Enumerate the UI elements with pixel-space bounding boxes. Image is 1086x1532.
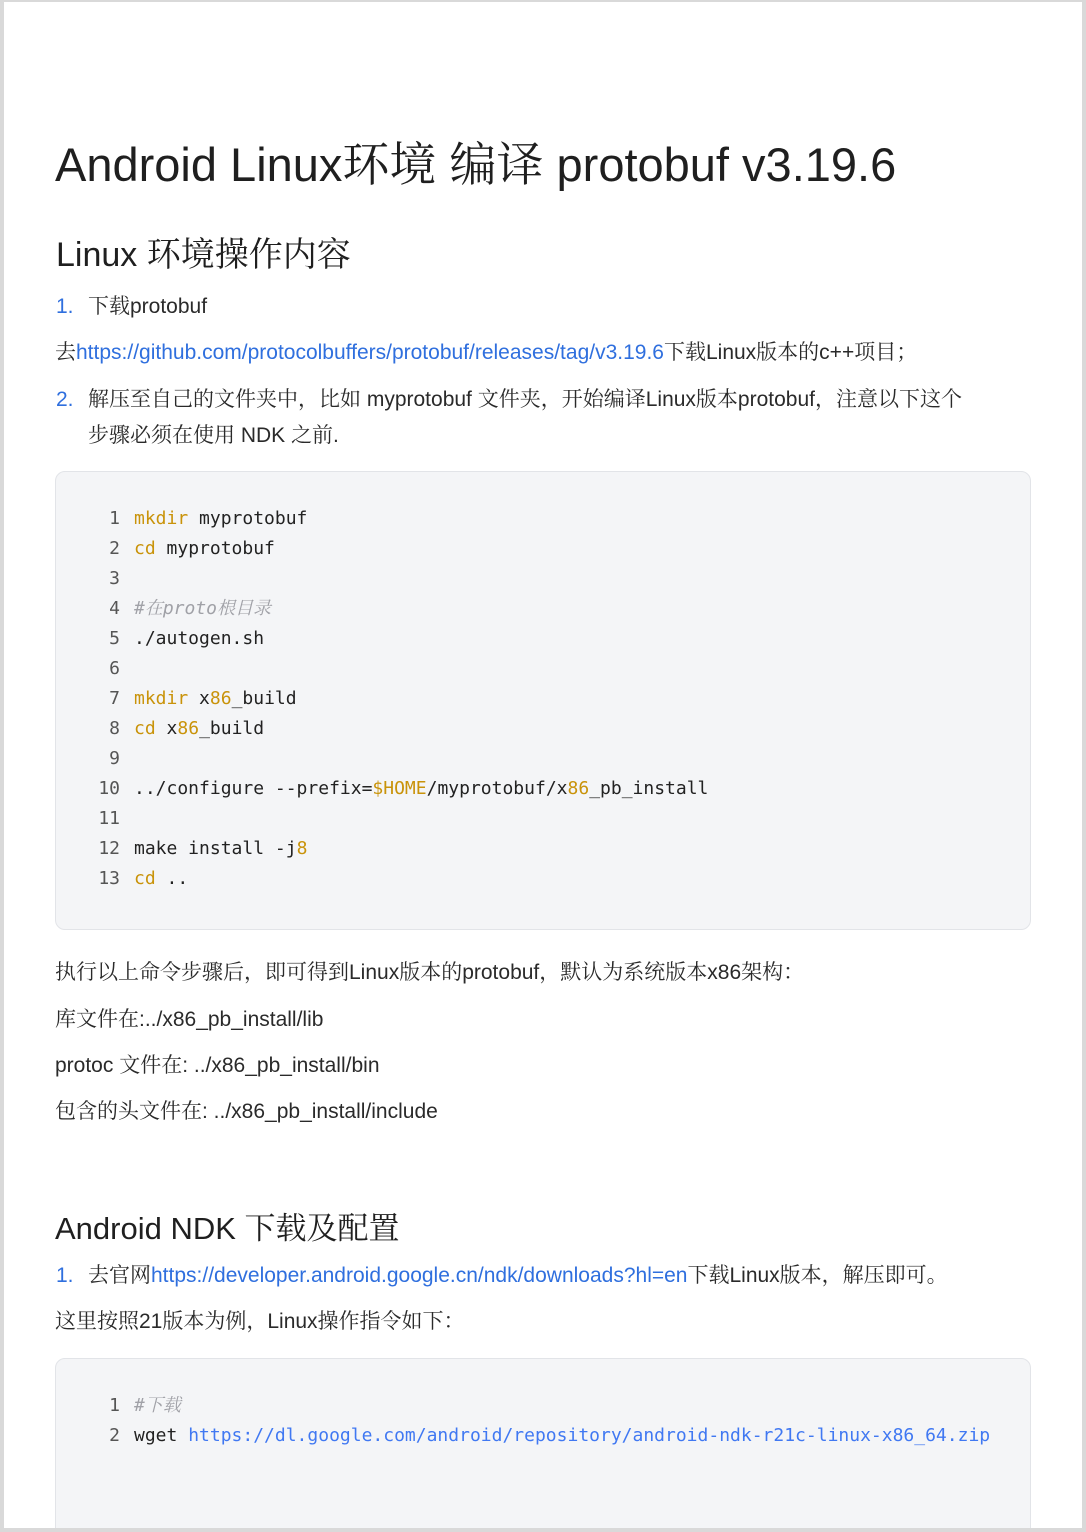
- text: 去官网: [88, 1264, 151, 1287]
- code-block-build: [55, 471, 1031, 930]
- line-number: 9: [109, 748, 120, 769]
- code-line: [56, 504, 307, 534]
- code-text: _build: [199, 718, 265, 739]
- code-keyword: cd: [134, 868, 156, 889]
- result-text: 执行以上命令步骤后，即可得到Linux版本的protobuf，默认为系统版本x86架构：: [55, 961, 805, 984]
- line-number: 7: [109, 688, 120, 709]
- code-text: _pb_install: [589, 778, 709, 799]
- code-line: [56, 594, 271, 624]
- list-number: 1.: [56, 295, 74, 318]
- code-keyword: $HOME: [372, 778, 427, 799]
- code-url: https://dl.google.com/android/repository/android-ndk-r21c-linux-x86_64.zip: [188, 1425, 991, 1446]
- code-keyword: cd: [134, 538, 156, 559]
- section-heading-ndk: Android NDK 下载及配置: [55, 1211, 400, 1246]
- list-text: 下载protobuf: [88, 295, 208, 318]
- line-number: 2: [109, 1425, 120, 1446]
- code-line: [56, 1421, 990, 1451]
- list-number: 1.: [56, 1264, 74, 1287]
- code-text: _build: [231, 688, 297, 709]
- code-line: [56, 864, 188, 894]
- code-number: 86: [177, 718, 200, 739]
- line-number: 11: [98, 808, 120, 829]
- list-item-2: [56, 383, 962, 413]
- code-line: [56, 774, 708, 804]
- line-number: 3: [109, 568, 120, 589]
- ndk-paragraph: 这里按照21版本为例，Linux操作指令如下：: [55, 1310, 465, 1333]
- code-text: /myprotobuf/x: [426, 778, 568, 799]
- list-text-line1: 解压至自己的文件夹中，比如 myprotobuf 文件夹，开始编译Linux版本protobuf，注意以下这个: [88, 388, 962, 411]
- code-line: [56, 564, 134, 594]
- line-number: 6: [109, 658, 120, 679]
- code-line: [56, 684, 297, 714]
- line-number: 2: [109, 538, 120, 559]
- list-item-1: [56, 290, 207, 320]
- code-keyword: cd: [134, 718, 156, 739]
- code-line: [56, 654, 134, 684]
- document-page: [4, 2, 1082, 1528]
- code-text: ../configure --prefix=: [134, 778, 373, 799]
- line-number: 8: [109, 718, 120, 739]
- code-line: [56, 804, 134, 834]
- code-keyword: mkdir: [134, 508, 189, 529]
- paragraph-download: [55, 336, 917, 366]
- text: 下载Linux版本的c++项目；: [663, 341, 918, 364]
- line-number: 10: [98, 778, 120, 799]
- code-text: ..: [155, 868, 189, 889]
- page-title: Android Linux环境 编译 protobuf v3.19.6: [55, 138, 897, 191]
- text: 下载Linux版本，解压即可。: [687, 1264, 948, 1287]
- code-line: [56, 534, 275, 564]
- github-release-link[interactable]: https://github.com/protocolbuffers/protobuf/releases/tag/v3.19.6: [76, 341, 664, 364]
- code-line: [56, 624, 264, 654]
- code-text: ./autogen.sh: [134, 628, 265, 649]
- code-comment: #下载: [134, 1395, 181, 1416]
- code-text: x: [155, 718, 178, 739]
- code-text: x: [188, 688, 210, 709]
- code-text: myprotobuf: [155, 538, 275, 559]
- list-item-ndk-1: [56, 1259, 948, 1289]
- section-heading-linux: Linux 环境操作内容: [56, 236, 351, 274]
- protoc-path-text: protoc 文件在: ../x86_pb_install/bin: [55, 1054, 380, 1077]
- text: 去: [55, 341, 76, 364]
- code-text: wget: [134, 1425, 189, 1446]
- code-comment: #在proto根目录: [134, 598, 272, 619]
- code-text: make install -j: [134, 838, 297, 859]
- line-number: 12: [98, 838, 120, 859]
- code-line: [56, 834, 307, 864]
- line-number: 1: [109, 508, 120, 529]
- code-line: [56, 1391, 181, 1421]
- lib-path-text: 库文件在:../x86_pb_install/lib: [55, 1008, 324, 1031]
- code-block-ndk: [55, 1358, 1031, 1528]
- code-number: 86: [567, 778, 590, 799]
- code-line: [56, 714, 264, 744]
- list-text-line2: 步骤必须在使用 NDK 之前.: [88, 424, 339, 447]
- code-number: 86: [209, 688, 232, 709]
- code-text: myprotobuf: [188, 508, 308, 529]
- line-number: 1: [109, 1395, 120, 1416]
- code-number: 8: [296, 838, 308, 859]
- code-keyword: mkdir: [134, 688, 189, 709]
- code-line: [56, 744, 134, 774]
- line-number: 5: [109, 628, 120, 649]
- include-path-text: 包含的头文件在: ../x86_pb_install/include: [55, 1100, 438, 1123]
- line-number: 13: [98, 868, 120, 889]
- list-number: 2.: [56, 388, 74, 411]
- line-number: 4: [109, 598, 120, 619]
- ndk-download-link[interactable]: https://developer.android.google.cn/ndk/downloads?hl=en: [151, 1264, 688, 1287]
